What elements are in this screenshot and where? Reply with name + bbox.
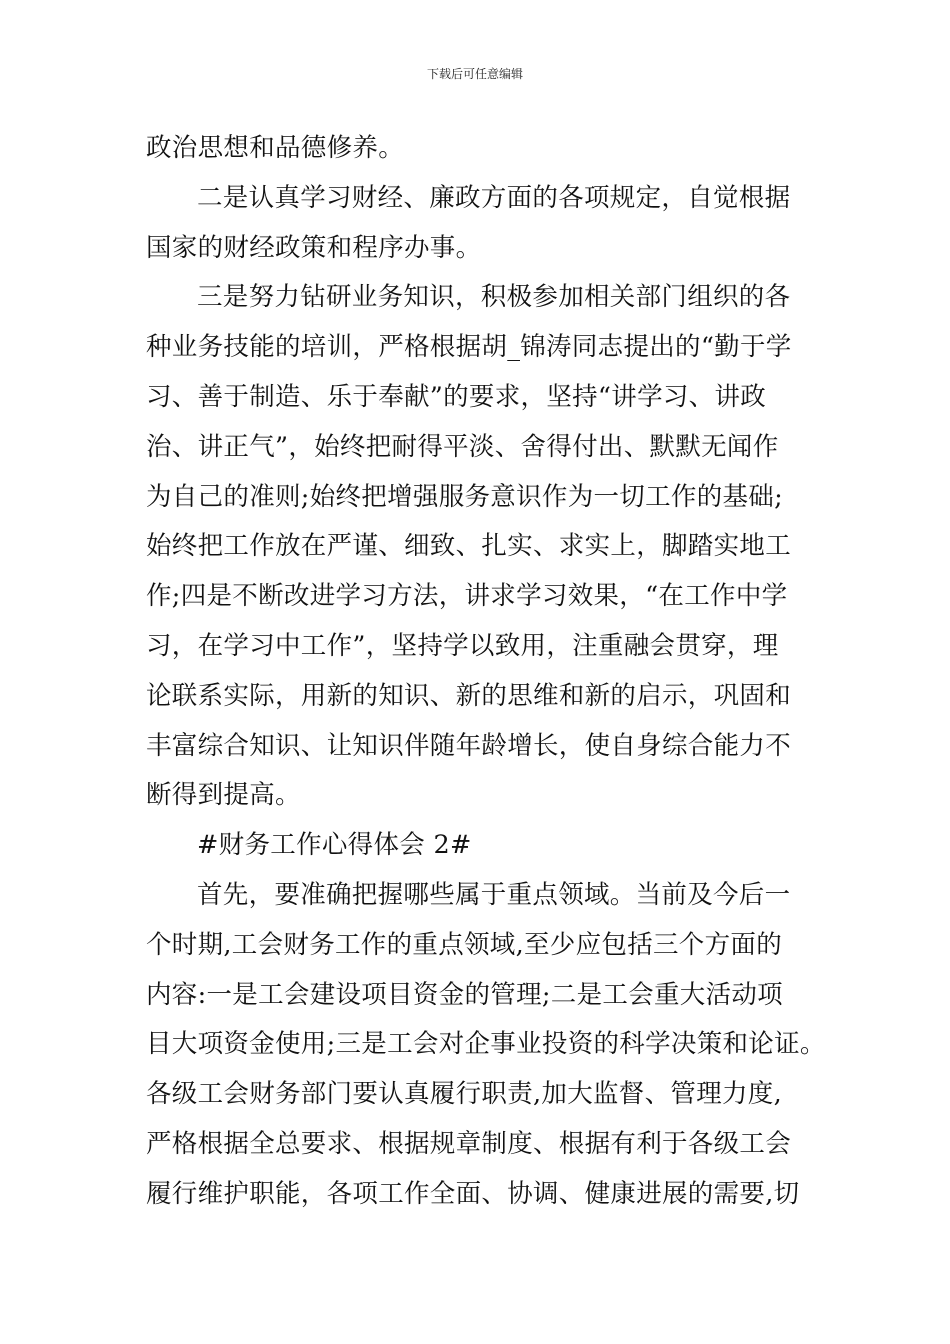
text-line: 断得到提高。 xyxy=(146,780,301,811)
text-line: 三是努力钻研业务知识，积极参加相关部门组织的各 xyxy=(197,282,791,313)
page-header: 下载后可任意编辑 xyxy=(426,67,523,81)
text-line: 严格根据全总要求、根据规章制度、根据有利于各级工会 xyxy=(146,1128,792,1159)
text-line: 履行维护职能，各项工作全面、协调、健康进展的需要,切 xyxy=(146,1178,800,1209)
text-line: 治、讲正气”，始终把耐得平淡、舍得付出、默默无闻作 xyxy=(146,431,779,462)
text-line: 为自己的准则;始终把增强服务意识作为一切工作的基础; xyxy=(146,481,783,512)
text-line: 习、善于制造、乐于奉献”的要求，坚持“讲学习、讲政 xyxy=(146,381,767,412)
text-line: 二是认真学习财经、廉政方面的各项规定，自觉根据 xyxy=(197,182,791,213)
text-line: 国家的财经政策和程序办事。 xyxy=(146,232,482,263)
text-line: 各级工会财务部门要认真履行职责,加大监督、管理力度, xyxy=(146,1079,783,1110)
text-line: 始终把工作放在严谨、细致、扎实、求实上，脚踏实地工 xyxy=(146,531,792,562)
text-line: 个时期,工会财务工作的重点领域,至少应包括三个方面的 xyxy=(146,929,783,960)
text-line: 首先，要准确把握哪些属于重点领域。当前及今后一 xyxy=(197,879,791,910)
text-line: 种业务技能的培训，严格根据胡_锦涛同志提出的“勤于学 xyxy=(146,332,792,363)
text-line: 内容:一是工会建设项目资金的管理;二是工会重大活动项 xyxy=(146,979,783,1010)
text-line: 政治思想和品德修养。 xyxy=(146,133,405,163)
text-line: 习，在学习中工作”，坚持学以致用，注重融会贯穿，理 xyxy=(146,630,779,661)
text-line: 目大项资金使用;三是工会对企事业投资的科学决策和论证。 xyxy=(146,1029,826,1060)
text-line: 论联系实际，用新的知识、新的思维和新的启示，巩固和 xyxy=(146,680,792,711)
text-line: 丰富综合知识、让知识伴随年龄增长，使自身综合能力不 xyxy=(146,730,792,761)
section-heading: #财务工作心得体会 2# xyxy=(197,830,472,861)
document-body xyxy=(146,124,826,1220)
text-line: 作;四是不断改进学习方法，讲求学习效果，“在工作中学 xyxy=(146,581,788,612)
